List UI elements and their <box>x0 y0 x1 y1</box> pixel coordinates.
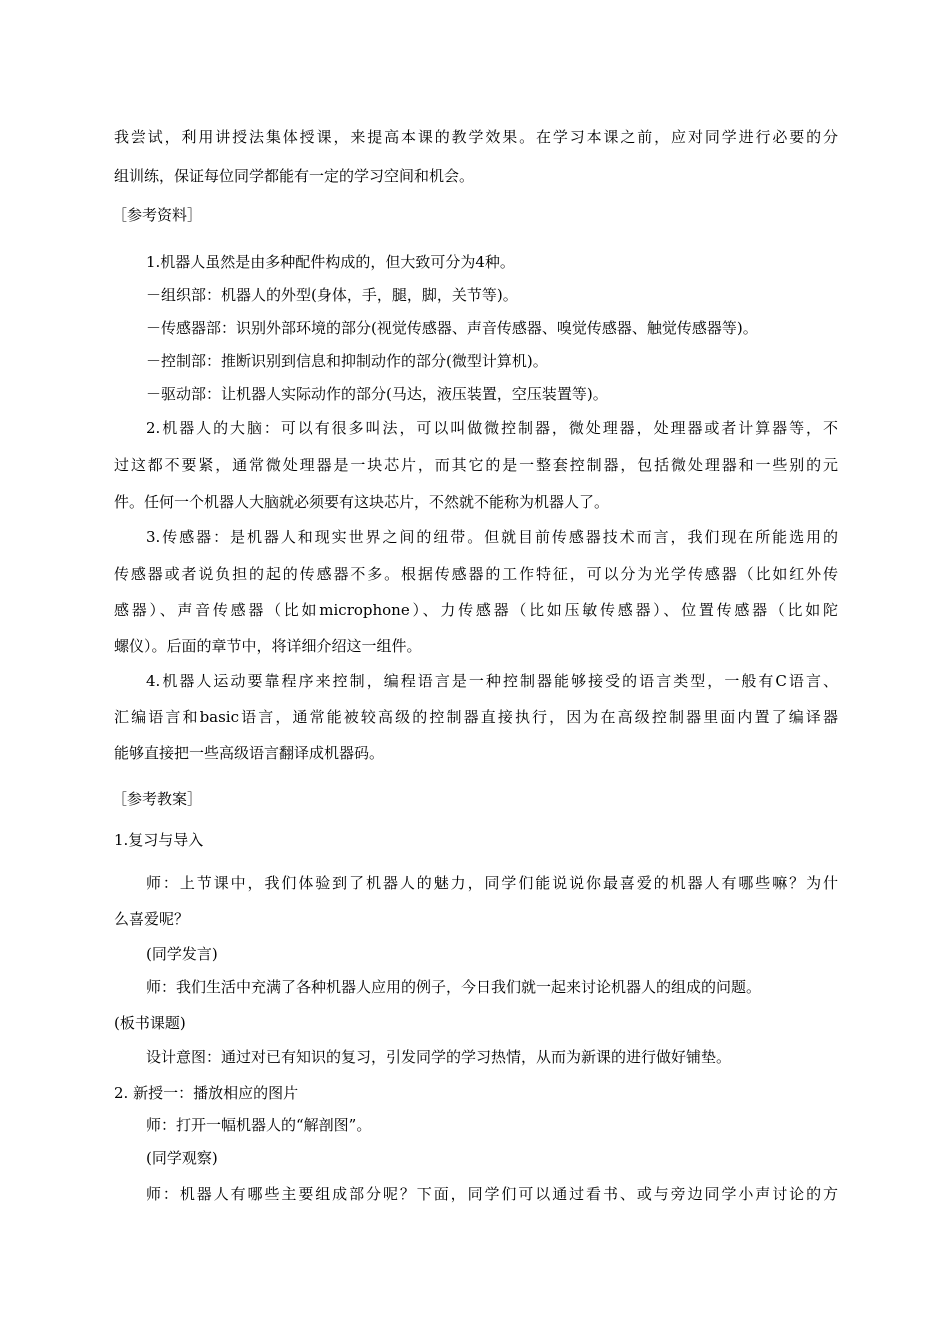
robot-part-line: －组织部：机器人的外型(身体，手，腿，脚，关节等)。 <box>146 286 518 304</box>
reference-item-3-line: 螺仪）。后面的章节中，将详细介绍这一组件。 <box>114 637 422 655</box>
intro-paragraph-line: 组训练，保证每位同学都能有一定的学习空间和机会。 <box>114 167 475 185</box>
student-observe-note: (同学观察) <box>146 1149 218 1167</box>
robot-part-line: －传感器部：识别外部环境的部分(视觉传感器、声音传感器、嗅觉传感器、触觉传感器等)。 <box>146 319 758 337</box>
reference-lesson-heading: ［参考教案］ <box>112 790 203 808</box>
teacher-question-line: 师：打开一幅机器人的“解剖图”。 <box>146 1116 372 1134</box>
board-title-note: (板书课题) <box>114 1014 186 1032</box>
reference-item-2-line: 过这都不要紧，通常微处理器是一块芯片，而其它的是一整套控制器，包括微处理器和一些别的元 <box>114 456 838 474</box>
reference-item-4-line: 汇编语言和basic语言，通常能被较高级的控制器直接执行，因为在高级控制器里面内置了编译器 <box>114 708 838 726</box>
teacher-question-line: 师：机器人有哪些主要组成部分呢？下面，同学们可以通过看书、或与旁边同学小声讨论的方 <box>146 1185 838 1203</box>
reference-item-4-line: 能够直接把一些高级语言翻译成机器码。 <box>114 744 385 762</box>
reference-item-4-line: 4.机器人运动要靠程序来控制，编程语言是一种控制器能够接受的语言类型，一般有C语言、 <box>146 672 838 690</box>
reference-materials-heading: ［参考资料］ <box>112 206 203 224</box>
robot-part-line: －驱动部：让机器人实际动作的部分(马达，液压装置，空压装置等)。 <box>146 385 608 403</box>
student-speak-note: (同学发言) <box>146 945 218 963</box>
reference-item-3-line: 感器）、声音传感器（比如microphone）、力传感器（比如压敏传感器）、位置传感器（比如陀 <box>114 601 838 619</box>
intro-paragraph-line: 我尝试，利用讲授法集体授课，来提高本课的教学效果。在学习本课之前，应对同学进行必要的分 <box>114 128 838 146</box>
teacher-question-line: 师：我们生活中充满了各种机器人应用的例子，今日我们就一起来讨论机器人的组成的问题。 <box>146 978 762 996</box>
teacher-question-line: 师：上节课中，我们体验到了机器人的魅力，同学们能说说你最喜爱的机器人有哪些嘛？为什 <box>146 874 838 892</box>
reference-item-3-line: 3.传感器：是机器人和现实世界之间的纽带。但就目前传感器技术而言，我们现在所能选用的 <box>146 528 838 546</box>
robot-part-line: －控制部：推断识别到信息和抑制动作的部分(微型计算机)。 <box>146 352 548 370</box>
design-intent-line: 设计意图：通过对已有知识的复习，引发同学的学习热情，从而为新课的进行做好铺垫。 <box>146 1048 732 1066</box>
section-1-title: 1.复习与导入 <box>114 831 204 849</box>
reference-item-2-line: 2.机器人的大脑：可以有很多叫法，可以叫做微控制器，微处理器，处理器或者计算器等，不 <box>146 419 838 437</box>
teacher-question-line: 么喜爱呢？ <box>114 910 190 928</box>
reference-item-2-line: 件。任何一个机器人大脑就必须要有这块芯片，不然就不能称为机器人了。 <box>114 493 610 511</box>
section-2-title: 2. 新授一：播放相应的图片 <box>114 1084 299 1102</box>
reference-item-3-line: 传感器或者说负担的起的传感器不多。根据传感器的工作特征，可以分为光学传感器（比如红外传 <box>114 565 838 583</box>
reference-item-1-title: 1.机器人虽然是由多种配件构成的，但大致可分为4种。 <box>146 253 515 271</box>
